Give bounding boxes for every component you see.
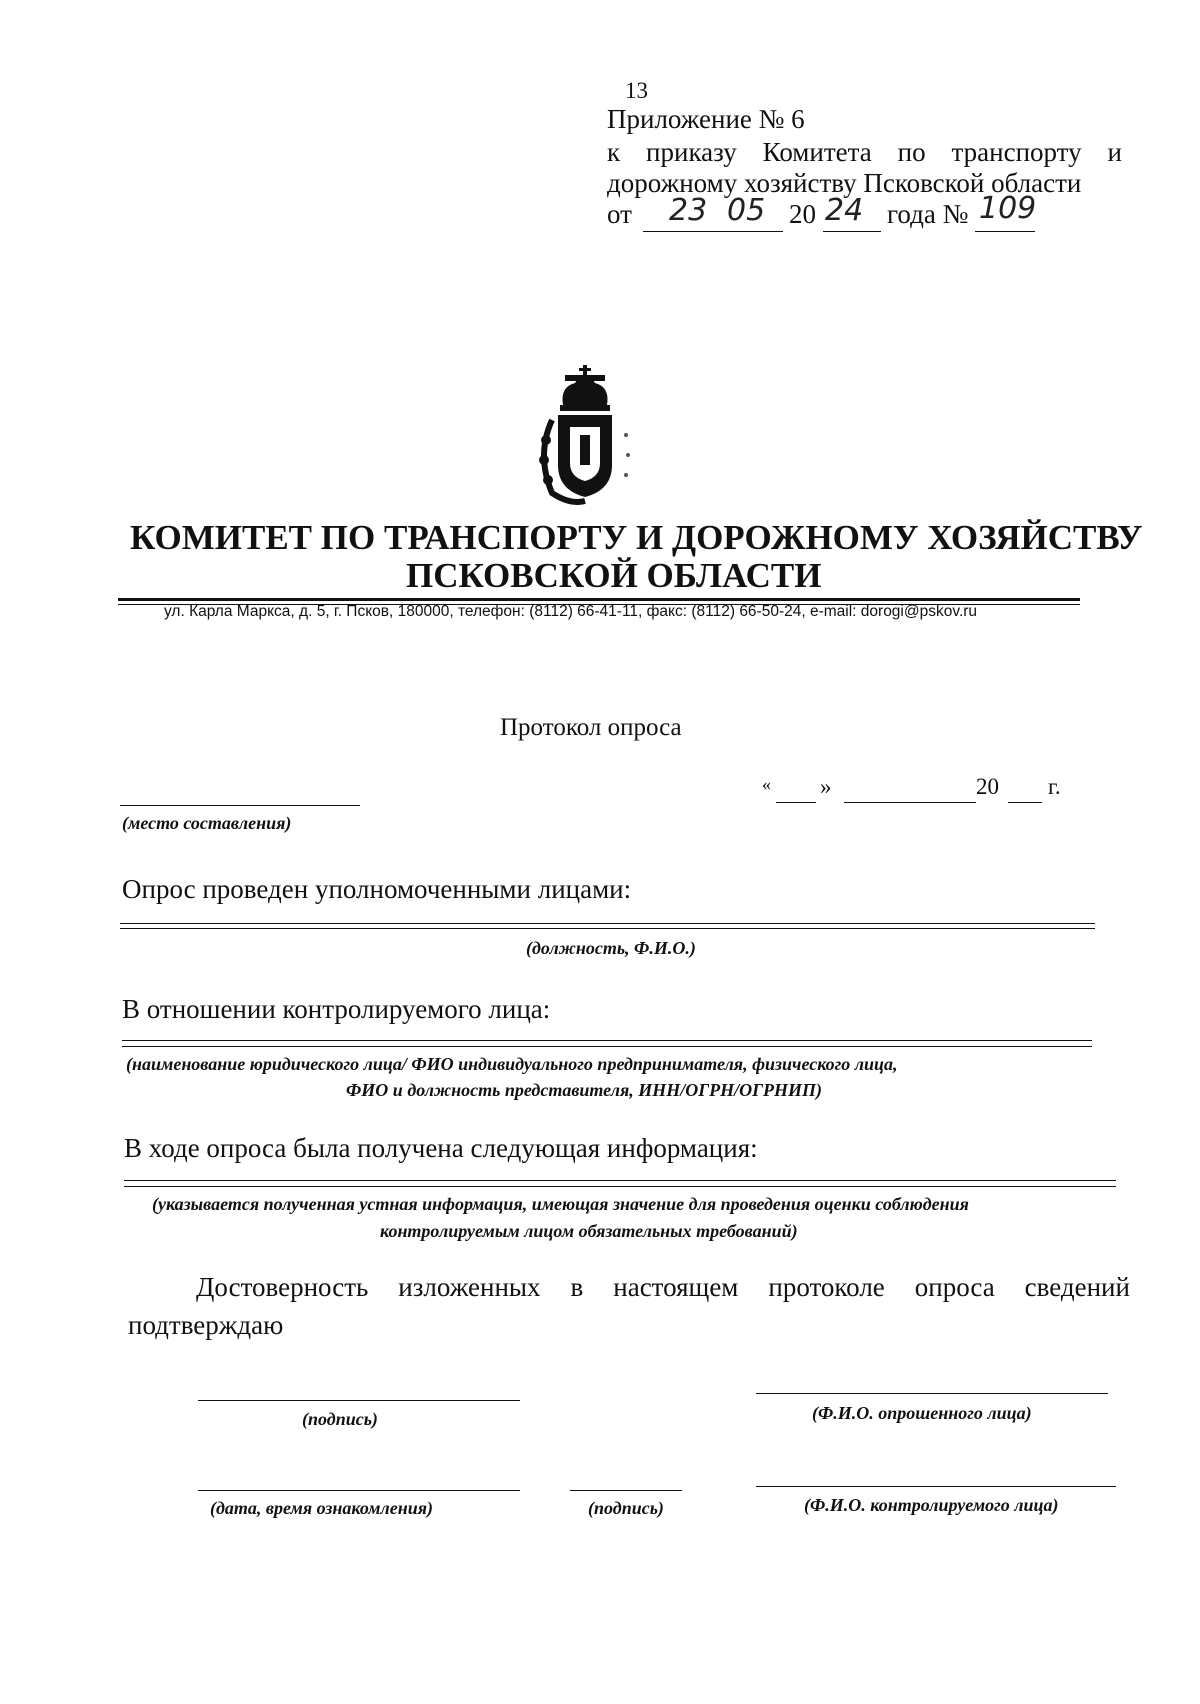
signature-blank xyxy=(198,1400,520,1401)
appendix-line-1 xyxy=(607,137,1122,168)
date-time-caption: (дата, время ознакомления) xyxy=(210,1498,433,1518)
confirm-word: в xyxy=(570,1272,584,1302)
conducted-by-caption: (должность, Ф.И.О.) xyxy=(526,938,696,958)
protocol-date xyxy=(762,774,1072,808)
place-caption: (место составления) xyxy=(122,813,292,833)
committee-address: ул. Карла Маркса, д. 5, г. Псков, 180000, телефон: (8112) 66-41-11, факс: (8112) 66-50-24, e-mail: dorogi@pskov.ru xyxy=(164,603,978,620)
confirm-word: опроса xyxy=(914,1272,995,1302)
info-caption-2: контролируемым лицом обязательных требований) xyxy=(380,1221,798,1241)
confirm-word: настоящем xyxy=(613,1272,739,1302)
signature-caption: (подпись) xyxy=(302,1409,378,1429)
controlled-caption: (Ф.И.О. контролируемого лица) xyxy=(804,1495,1059,1515)
protocol-year-unit: г. xyxy=(1048,774,1061,799)
month-blank xyxy=(844,802,976,803)
appendix-line-2: дорожному хозяйству Псковской области xyxy=(607,168,1082,198)
signature2-caption: (подпись) xyxy=(588,1498,664,1518)
confirm-word: изложенных xyxy=(398,1272,541,1302)
regarding-blank-2 xyxy=(122,1046,1092,1047)
year-suffix: 24 xyxy=(825,193,864,228)
confirm-word: сведений xyxy=(1024,1272,1130,1302)
respondent-caption: (Ф.И.О. опрошенного лица) xyxy=(812,1403,1032,1423)
number-underline xyxy=(975,231,1035,232)
date-month: 05 xyxy=(727,193,766,228)
quote-close: » xyxy=(820,774,832,799)
regarding-label: В отношении контролируемого лица: xyxy=(122,994,551,1024)
appendix-date-row xyxy=(607,191,1047,239)
page-number: 13 xyxy=(625,78,648,103)
coat-of-arms-emblem xyxy=(530,365,640,505)
place-blank xyxy=(120,805,360,806)
year-word: года № xyxy=(887,199,969,229)
info-caption-1: (указывается полученная устная информация, имеющая значение для проведения оценки соблюдения xyxy=(152,1194,969,1214)
conducted-by-blank-2 xyxy=(120,928,1095,929)
committee-title-line-1: КОМИТЕТ ПО ТРАНСПОРТУ И ДОРОЖНОМУ ХОЗЯЙСТВУ xyxy=(130,518,1143,557)
regarding-caption-2: ФИО и должность представителя, ИНН/ОГРН/ОГРНИП) xyxy=(346,1080,822,1100)
order-number: 109 xyxy=(979,191,1037,226)
confirm-word: протоколе xyxy=(768,1272,885,1302)
header-rule-thick xyxy=(118,598,1080,601)
info-blank xyxy=(124,1180,1116,1181)
quote-open: « xyxy=(762,774,771,794)
year-underline xyxy=(823,231,881,232)
respondent-blank xyxy=(756,1393,1108,1394)
from-label: от xyxy=(607,199,632,229)
year-blank xyxy=(1008,802,1042,803)
conducted-by-blank xyxy=(120,923,1095,924)
conducted-by-label: Опрос проведен уполномоченными лицами: xyxy=(122,874,632,904)
signature2-blank xyxy=(570,1490,682,1491)
info-blank-2 xyxy=(124,1186,1116,1187)
committee-title-line-2: ПСКОВСКОЙ ОБЛАСТИ xyxy=(406,556,822,595)
protocol-title: Протокол опроса xyxy=(500,714,682,741)
controlled-blank xyxy=(756,1486,1116,1487)
date-time-blank xyxy=(198,1490,520,1491)
info-label: В ходе опроса была получена следующая информация: xyxy=(124,1133,758,1163)
year-prefix: 20 xyxy=(789,199,816,229)
confirm-line-2: подтверждаю xyxy=(128,1310,284,1340)
appendix-title: Приложение № 6 xyxy=(607,104,805,134)
confirm-line-1 xyxy=(196,1272,1130,1303)
day-blank xyxy=(776,802,816,803)
appendix-line-1-text: к приказу Комитета по транспорту и xyxy=(607,137,1122,167)
protocol-year-prefix: 20 xyxy=(976,774,999,799)
regarding-blank xyxy=(122,1040,1092,1041)
date-underline xyxy=(643,231,783,232)
date-day: 23 xyxy=(669,193,708,228)
confirm-word: Достоверность xyxy=(196,1272,369,1302)
regarding-caption-1: (наименование юридического лица/ ФИО индивидуального предпринимателя, физического лица, xyxy=(126,1054,898,1074)
